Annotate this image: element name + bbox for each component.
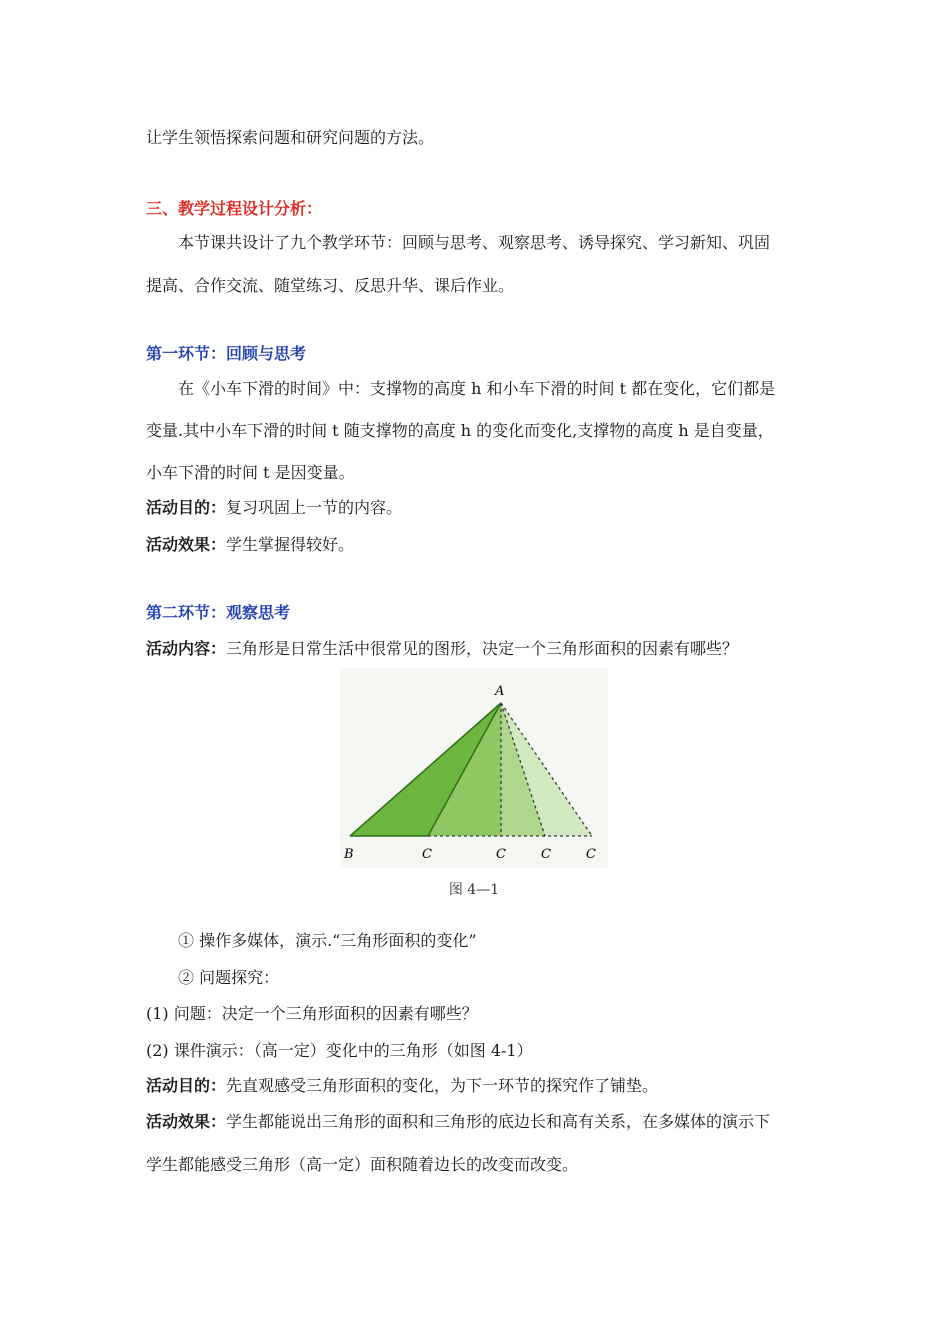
effect-label: 活动效果： <box>146 1112 227 1131</box>
effect-text: 学生掌握得较好。 <box>226 535 355 554</box>
purpose-text: 复习巩固上一节的内容。 <box>226 498 403 517</box>
stage-2-purpose <box>146 1076 658 1096</box>
item-1: ① 操作多媒体，演示.“三角形面积的变化” <box>178 931 477 950</box>
stage-1-purpose <box>146 498 402 518</box>
stage-1-line-2: 变量.其中小车下滑的时间 t 随支撑物的高度 h 的变化而变化,支撑物的高度 h 是自变量， <box>146 421 774 440</box>
stage-2-title: 第二环节：观察思考 <box>146 603 291 622</box>
figure-caption: 图 4—1 <box>448 882 500 898</box>
content-text: 三角形是日常生活中很常见的图形，决定一个三角形面积的因素有哪些？ <box>226 639 739 658</box>
purpose-text: 先直观感受三角形面积的变化，为下一环节的探究作了铺垫。 <box>226 1076 659 1095</box>
stage-1-line-1: 在《小车下滑的时间》中：支撑物的高度 h 和小车下滑的时间 t 都在变化，它们都是 <box>178 379 776 398</box>
effect-text-line-1: 学生都能说出三角形的面积和三角形的底边长和高有关系，在多媒体的演示下 <box>226 1112 771 1131</box>
stage-2-content <box>146 639 738 659</box>
label-a: A <box>495 684 505 699</box>
effect-label: 活动效果： <box>146 535 227 554</box>
label-b: B <box>344 847 354 862</box>
label-c3: C <box>541 847 551 862</box>
item-2: ② 问题探究： <box>178 968 280 987</box>
stage-2-effect-line-1 <box>146 1112 770 1132</box>
label-c4: C <box>586 847 596 862</box>
question-2: (2) 课件演示：（高一定）变化中的三角形（如图 4-1） <box>146 1041 533 1060</box>
label-c1: C <box>422 847 432 862</box>
question-1: (1) 问题：决定一个三角形面积的因素有哪些？ <box>146 1004 478 1023</box>
stage-1-effect <box>146 535 354 555</box>
triangle-figure-svg <box>340 668 608 908</box>
intro-line: 让学生领悟探索问题和研究问题的方法。 <box>146 128 435 147</box>
stage-2-effect-line-2: 学生都能感受三角形（高一定）面积随着边长的改变而改变。 <box>146 1155 579 1174</box>
label-c2: C <box>496 847 506 862</box>
stage-1-line-3: 小车下滑的时间 t 是因变量。 <box>146 463 355 482</box>
section-3-para-line-1: 本节课共设计了九个教学环节：回顾与思考、观察思考、诱导探究、学习新知、巩固 <box>178 233 771 252</box>
section-3-para-line-2: 提高、合作交流、随堂练习、反思升华、课后作业。 <box>146 276 515 295</box>
section-3-title: 三、教学过程设计分析： <box>146 199 323 218</box>
content-label: 活动内容： <box>146 639 227 658</box>
purpose-label: 活动目的： <box>146 498 227 517</box>
triangle-figure <box>340 668 608 908</box>
purpose-label: 活动目的： <box>146 1076 227 1095</box>
stage-1-title: 第一环节：回顾与思考 <box>146 344 307 363</box>
